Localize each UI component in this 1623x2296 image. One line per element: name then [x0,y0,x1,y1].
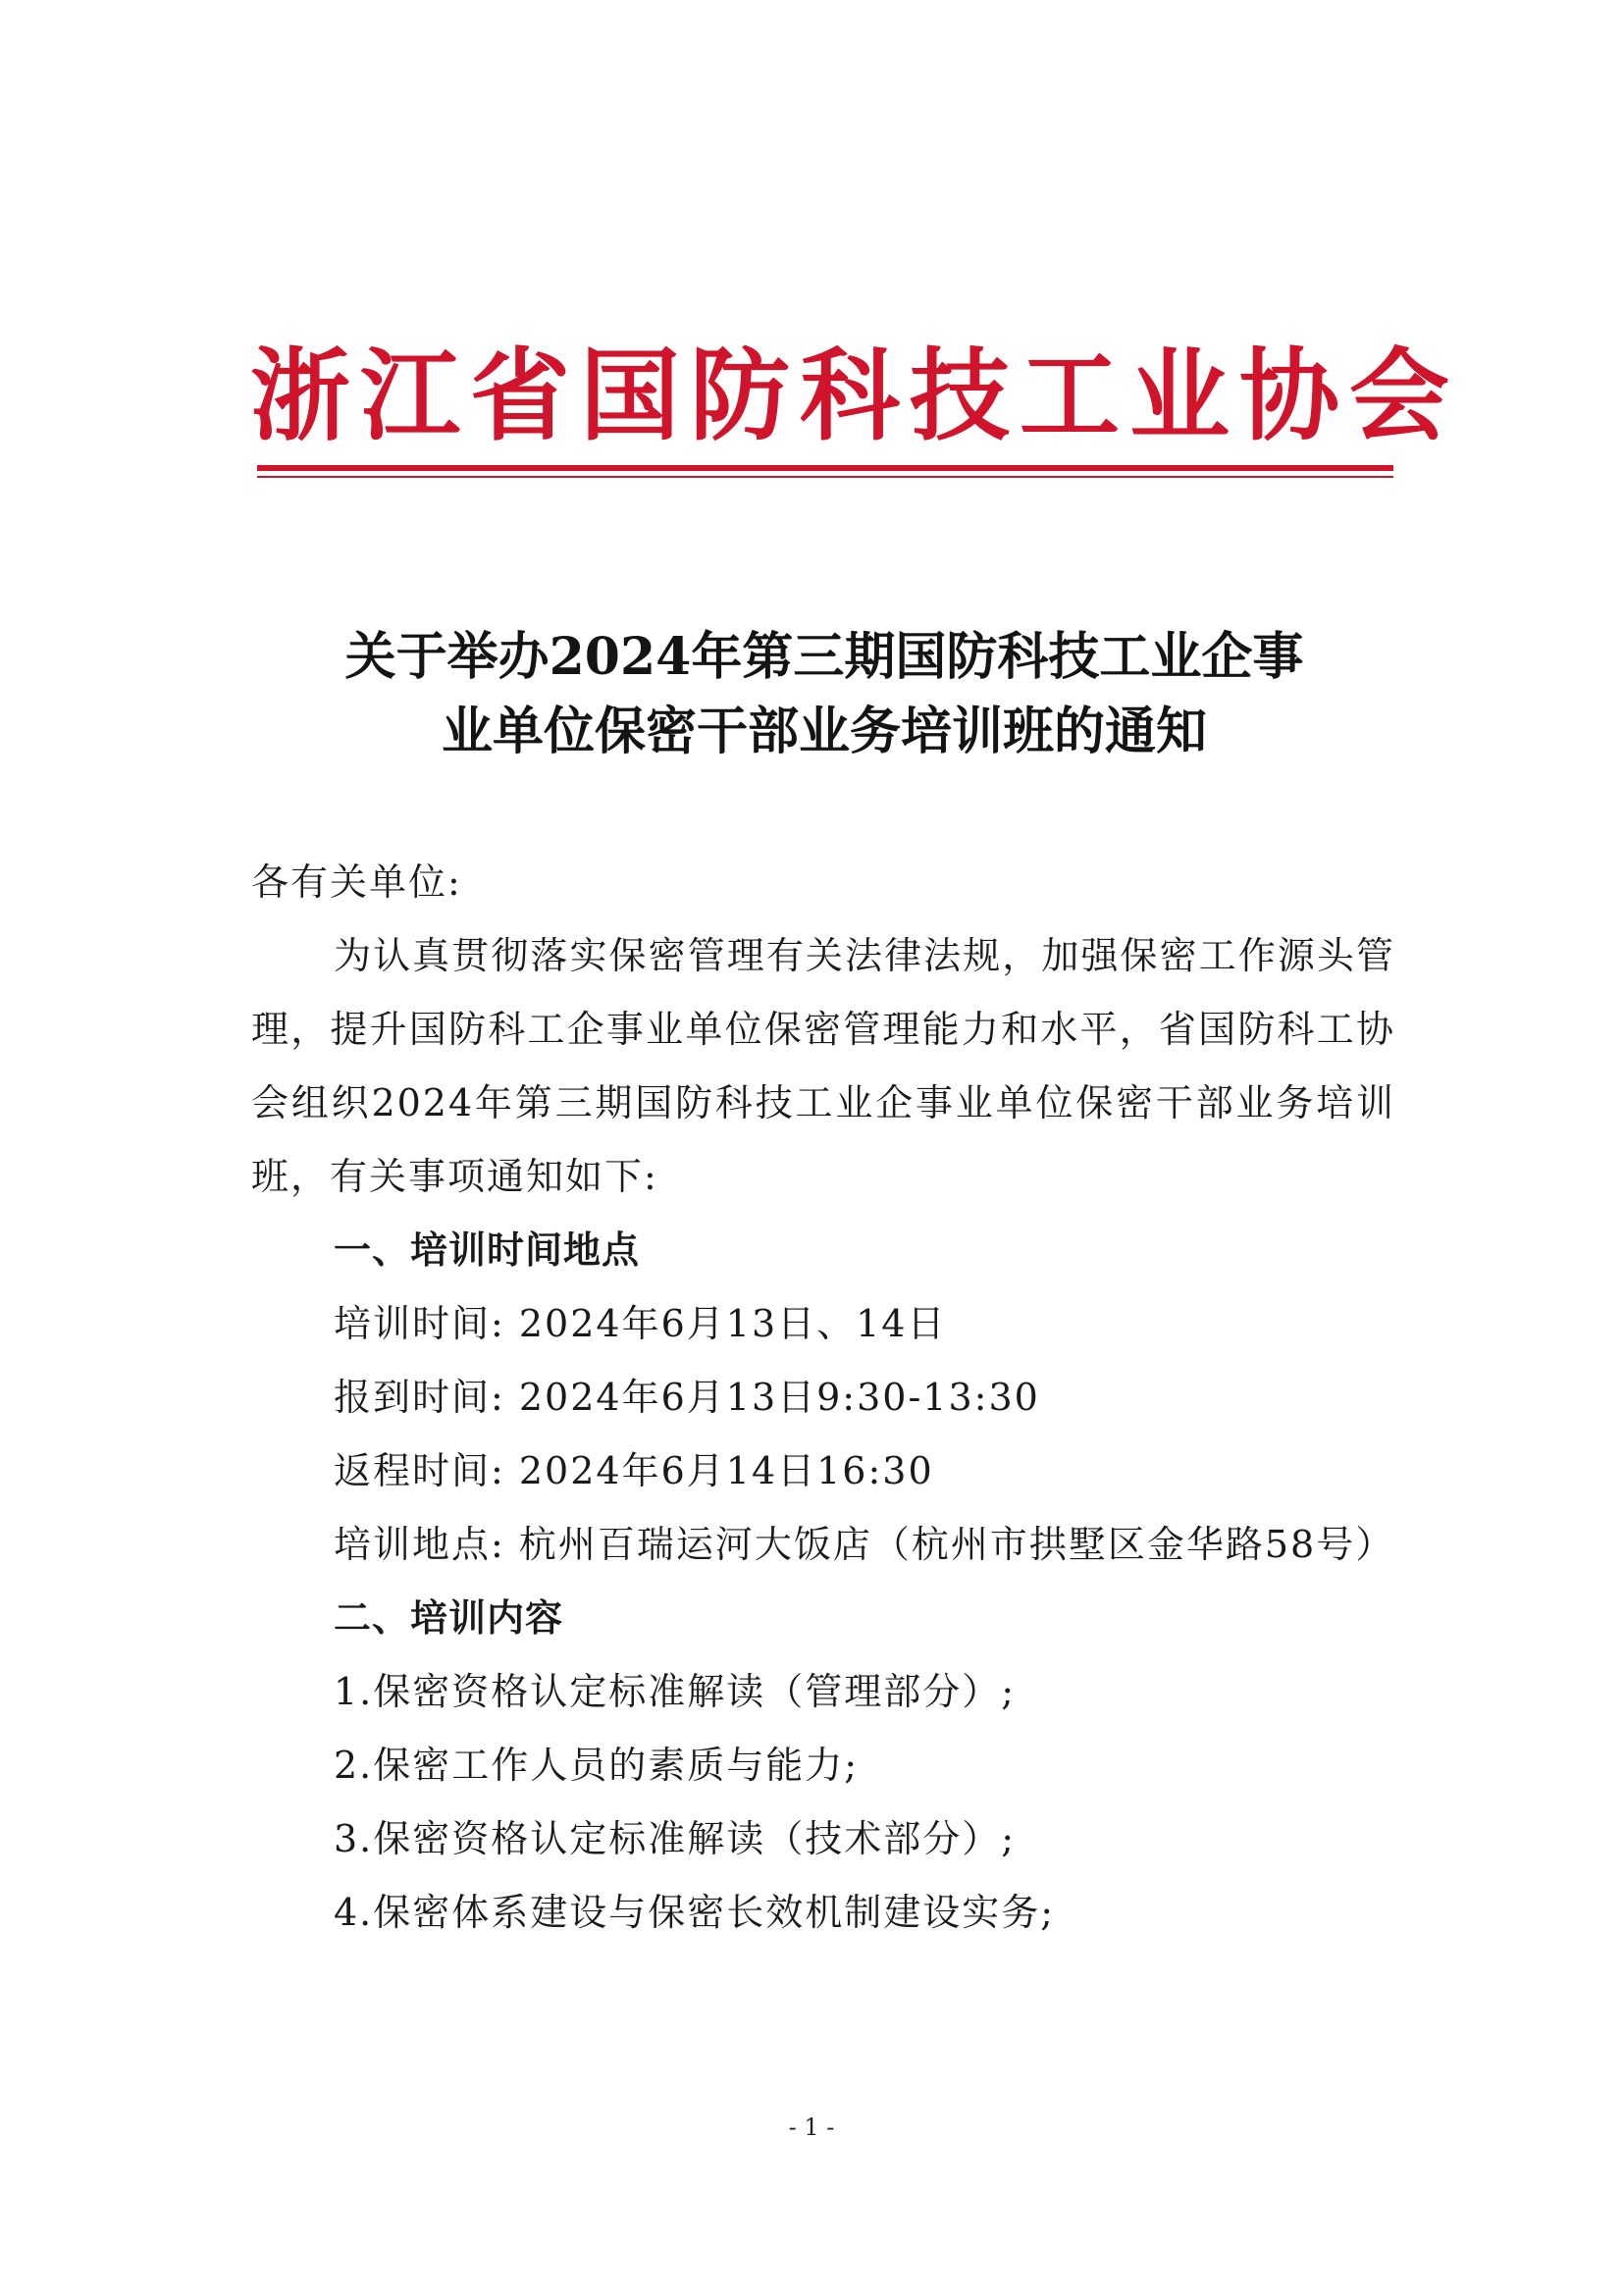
intro-paragraph: 为认真贯彻落实保密管理有关法律法规，加强保密工作源头管理，提升国防科工企事业单位保密管理能力和水平，省国防科工协会组织2024年第三期国防科技工业企事业单位保密干部业务培训班，有关事项通知如下: [251,934,1395,1198]
content-item-3: 3.保密资格认定标准解读（技术部分）; [334,1817,1017,1860]
document-body [251,846,1395,1950]
document-title-line-1: 关于举办2024年第三期国防科技工业企事 [344,627,1304,687]
letterhead-org-name: 浙江省国防科技工业协会 [250,339,1459,455]
content-item-1: 1.保密资格认定标准解读（管理部分）; [334,1670,1017,1713]
content-item-4: 4.保密体系建设与保密长效机制建设实务; [334,1891,1056,1934]
training-location: 培训地点: 杭州百瑞运河大饭店（杭州市拱墅区金华路58号） [334,1523,1395,1566]
section-2-heading: 二、培训内容 [334,1596,564,1640]
page-number: - 1 - [788,2113,835,2141]
letterhead-rule-thick [257,465,1393,471]
section-1-heading: 一、培训时间地点 [334,1228,641,1272]
training-time: 培训时间: 2024年6月13日、14日 [334,1302,947,1345]
return-time: 返程时间: 2024年6月14日16:30 [334,1449,934,1492]
content-item-2: 2.保密工作人员的素质与能力; [334,1744,860,1787]
document-title [250,620,1398,769]
letterhead-rule-thin [257,476,1393,478]
document-title-line-2: 业单位保密干部业务培训班的通知 [441,702,1207,761]
checkin-time: 报到时间: 2024年6月13日9:30-13:30 [334,1376,1040,1419]
salutation: 各有关单位: [251,861,462,904]
